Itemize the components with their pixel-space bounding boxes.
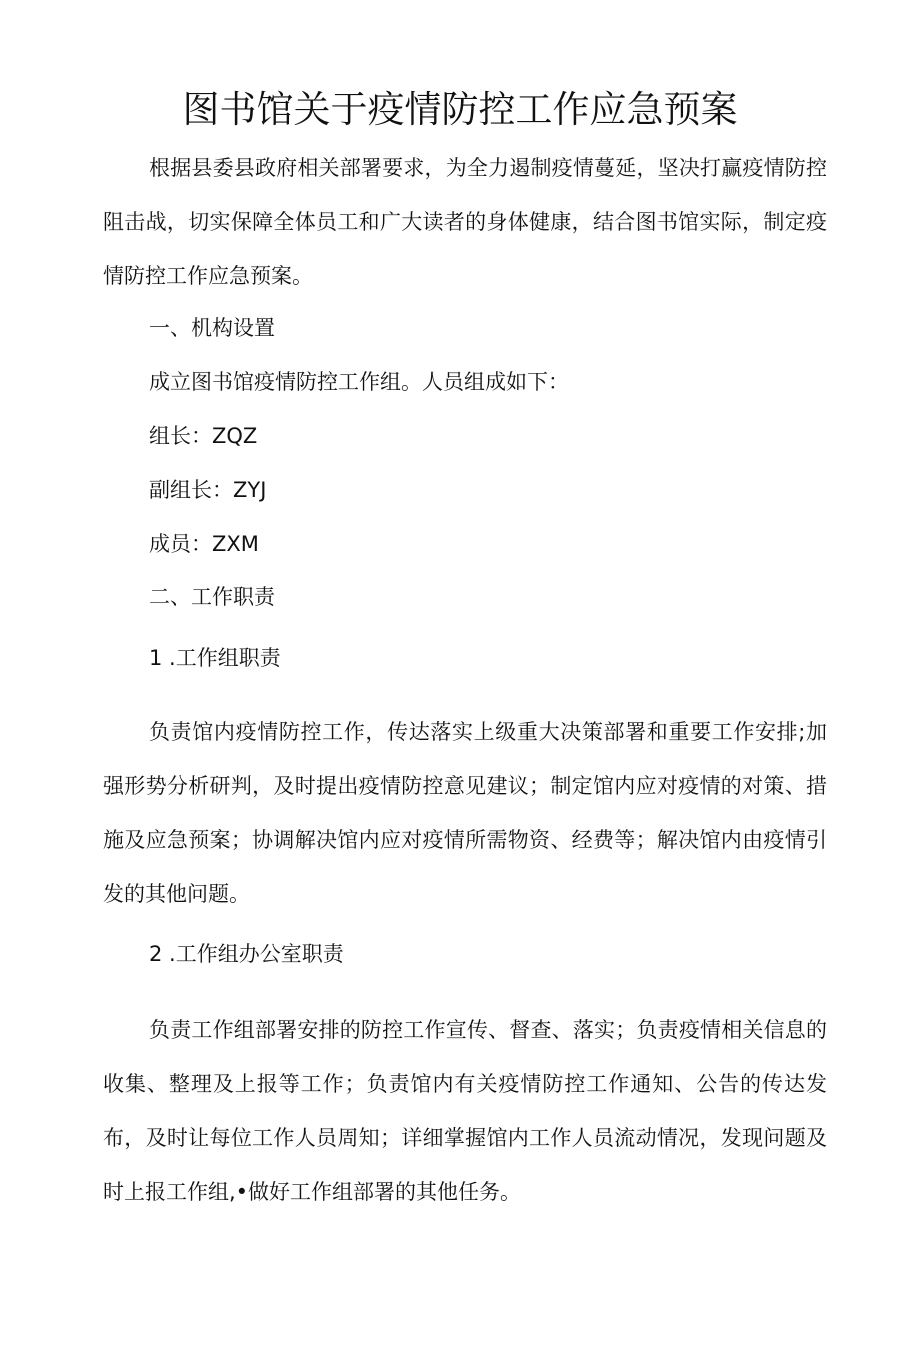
document-title: 图书馆关于疫情防控工作应急预案 [182, 88, 738, 131]
item1-body: 负责馆内疫情防控工作，传达落实上级重大决策部署和重要工作安排;加强形势分析研判，及时提出疫情防控意见建议；制定馆内应对疫情的对策、措施及应急预案；协调解决馆内应对疫情所需物资、经费等；解决馆内由疫情引发的其他问题。 [103, 720, 827, 906]
item1-title: 1 .工作组职责 [149, 646, 281, 670]
intro-paragraph: 根据县委县政府相关部署要求，为全力遏制疫情蔓延，坚决打赢疫情防控阻击战，切实保障全体员工和广大读者的身体健康，结合图书馆实际，制定疫情防控工作应急预案。 [103, 156, 827, 288]
item2-title: 2 .工作组办公室职责 [149, 942, 344, 966]
members-line: 成员：ZXM [149, 532, 259, 556]
section1-intro: 成立图书馆疫情防控工作组。人员组成如下： [149, 370, 569, 394]
section2-heading: 二、工作职责 [149, 585, 275, 609]
deputy-line: 副组长：ZYJ [149, 478, 267, 502]
section1-heading: 一、机构设置 [149, 316, 275, 340]
leader-line: 组长：ZQZ [149, 424, 258, 448]
item2-body: 负责工作组部署安排的防控工作宣传、督查、落实；负责疫情相关信息的收集、整理及上报等工作；负责馆内有关疫情防控工作通知、公告的传达发布，及时让每位工作人员周知；详细掌握馆内工作人员流动情况，发现问题及时上报工作组,•做好工作组部署的其他任务。 [103, 1018, 827, 1204]
